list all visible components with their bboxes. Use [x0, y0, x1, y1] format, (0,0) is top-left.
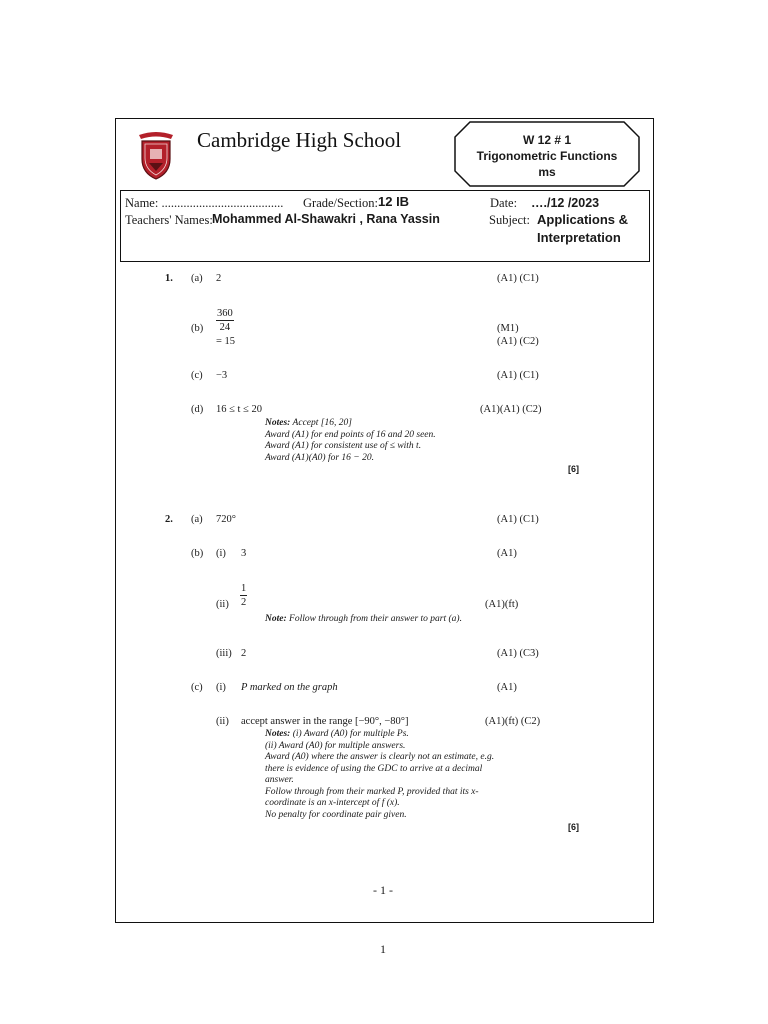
- q2b-label: (b): [191, 548, 204, 559]
- grade-label: Grade/Section:: [303, 196, 378, 210]
- q1a-answer: 2: [216, 273, 222, 284]
- subject-value-line2: Interpretation: [537, 230, 621, 245]
- q2biii-label: (iii): [216, 648, 232, 659]
- q1-number: 1.: [165, 273, 173, 284]
- q2bii-fraction: [240, 582, 247, 609]
- q1b-numerator: 360: [217, 308, 233, 319]
- q2cii-marks: (A1)(ft) (C2): [485, 716, 541, 727]
- q2bii-label: (ii): [216, 599, 229, 610]
- worksheet-title-text: [454, 132, 640, 180]
- q2bii-numerator: 1: [241, 583, 247, 594]
- q2cii-note-line: Follow through from their marked P, provided that its x-: [265, 786, 479, 797]
- q2cii-notes: [265, 729, 515, 821]
- q1b-result: = 15: [216, 336, 236, 347]
- q2cii-note-line: coordinate is an x-intercept of f (x).: [265, 798, 400, 808]
- q1d-note-line: Award (A1) for end points of 16 and 20 seen.: [265, 429, 436, 440]
- q2bii-denominator: 2: [241, 597, 247, 608]
- worksheet-code: W 12 # 1: [522, 133, 572, 147]
- school-name: Cambridge High School: [197, 128, 402, 152]
- school-crest-logo: [135, 129, 177, 181]
- name-field: Name: .......................................: [125, 196, 284, 210]
- date-value: …./12 /2023: [531, 196, 600, 210]
- date-label: Date:: [490, 196, 518, 210]
- q2bii-note-text: Follow through from their answer to part (a).: [289, 614, 462, 624]
- q2cii-note-line: (ii) Award (A0) for multiple answers.: [265, 740, 406, 751]
- q2ci-answer: P marked on the graph: [241, 682, 338, 693]
- subject-label: Subject:: [489, 213, 530, 227]
- q1-total: [6]: [568, 464, 579, 474]
- q2bi-answer: 3: [241, 548, 247, 559]
- q1b-label: (b): [191, 323, 204, 334]
- outer-page-number: 1: [380, 942, 386, 956]
- teachers-label: Teachers' Names:: [125, 213, 213, 227]
- q1d-note-line: Award (A1) for consistent use of ≤ with t.: [265, 441, 422, 451]
- worksheet-suffix: ms: [538, 165, 556, 179]
- q1d-note-line: Award (A1)(A0) for 16 − 20.: [265, 452, 374, 463]
- q1d-answer: 16 ≤ t ≤ 20: [216, 404, 262, 415]
- q2ci-label: (i): [216, 682, 226, 693]
- q1c-answer: −3: [216, 370, 228, 381]
- q2cii-note-line: answer.: [265, 775, 294, 785]
- q2biii-answer: 2: [241, 648, 247, 659]
- q2bii-note: [265, 614, 525, 626]
- subject-value-line1: Applications &: [537, 212, 629, 227]
- q2a-marks: (A1) (C1): [497, 514, 539, 525]
- q2-number: 2.: [165, 514, 173, 525]
- q2bi-label: (i): [216, 548, 226, 559]
- inner-page-number: - 1 -: [373, 883, 393, 897]
- q2-total: [6]: [568, 822, 579, 832]
- grade-value: 12 IB: [378, 194, 410, 209]
- q1b-fraction: [216, 307, 234, 334]
- q1a-label: (a): [191, 273, 203, 284]
- q2cii-note-line: Award (A0) where the answer is clearly not an estimate, e.g.: [265, 752, 495, 762]
- q2ci-marks: (A1): [497, 682, 517, 693]
- q2c-label: (c): [191, 682, 203, 693]
- q2bii-note-label: Note:: [265, 614, 287, 624]
- q1b-marks: (A1) (C2): [497, 336, 539, 347]
- q1c-label: (c): [191, 370, 203, 381]
- teachers-value: Mohammed Al-Shawakri , Rana Yassin: [212, 212, 440, 226]
- q1d-note-line: Accept [16, 20]: [292, 418, 352, 428]
- q1d-label: (d): [191, 404, 204, 415]
- q2biii-marks: (A1) (C3): [497, 648, 539, 659]
- q2a-label: (a): [191, 514, 203, 525]
- q1c-marks: (A1) (C1): [497, 370, 539, 381]
- q1b-m1: (M1): [497, 323, 519, 334]
- q2cii-note-line: No penalty for coordinate pair given.: [265, 809, 407, 820]
- q2cii-note-line: there is evidence of using the GDC to arrive at a decimal: [265, 763, 483, 774]
- q1a-marks: (A1) (C1): [497, 273, 539, 284]
- q2cii-notes-label: Notes:: [265, 729, 291, 739]
- q2cii-answer: accept answer in the range [−90°, −80°]: [241, 716, 409, 727]
- q1b-denominator: 24: [219, 322, 231, 333]
- q1d-notes-label: Notes:: [265, 418, 291, 428]
- q2cii-label: (ii): [216, 716, 229, 727]
- q1d-notes: [265, 418, 505, 464]
- q1d-marks: (A1)(A1) (C2): [480, 404, 542, 415]
- q2cii-note-line: (i) Award (A0) for multiple Ps.: [292, 729, 409, 739]
- q2bi-marks: (A1): [497, 548, 517, 559]
- q2bii-marks: (A1)(ft): [485, 599, 519, 610]
- q2a-answer: 720°: [216, 514, 236, 525]
- worksheet-title: Trigonometric Functions: [476, 149, 618, 163]
